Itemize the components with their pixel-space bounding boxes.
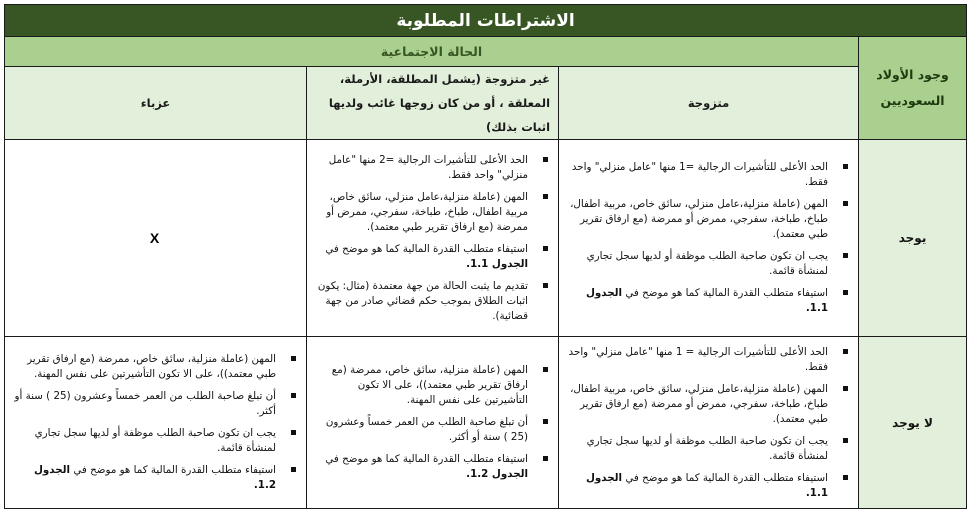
list-item: المهن (عاملة منزلية،عامل منزلي، سائق خاص، مربية اطفال، طباخ، طباخة، سفرجي، ممرض أو ممرضة (مع ارفاق تقرير طبي معتمد). (311, 190, 552, 235)
cell-unmarried-has-children (307, 140, 559, 337)
square-bullet-icon (543, 456, 548, 461)
list-item: استيفاء متطلب القدرة المالية كما هو موضح في الجدول 1.2. (311, 452, 552, 482)
square-bullet-icon (843, 253, 848, 258)
table-row-has-children (5, 140, 967, 337)
square-bullet-icon (843, 475, 848, 480)
list-item: استيفاء متطلب القدرة المالية كما هو موضح في الجدول 1.1. (563, 286, 852, 316)
square-bullet-icon (843, 201, 848, 206)
married-header: متزوجة (559, 67, 859, 140)
cell-single-has-children-not-applicable: X (5, 140, 307, 337)
cell-single-no-children (5, 337, 307, 509)
row-label-no-children: لا يوجد (859, 337, 967, 509)
list-item: يجب ان تكون صاحبة الطلب موظفة أو لديها سجل تجاري لمنشأة قائمة. (563, 249, 852, 279)
requirements-list (311, 363, 552, 482)
requirements-list (9, 352, 300, 493)
unmarried-header: غير متزوجة (يشمل المطلقة، الأرملة، المعلقة ، أو من كان زوجها غائب ولديها اثبات بذلك) (307, 67, 559, 140)
list-item: الحد الأعلى للتأشيرات الرجالية =2 منها "عامل منزلي" واحد فقط. (311, 153, 552, 183)
list-item: يجب ان تكون صاحبة الطلب موظفة أو لديها سجل تجاري لمنشأة قائمة. (9, 426, 300, 456)
list-item: يجب ان تكون صاحبة الطلب موظفة أو لديها سجل تجاري لمنشأة قائمة. (563, 434, 852, 464)
list-item: المهن (عاملة منزلية، سائق خاص، ممرضة (مع ارفاق تقرير طبي معتمد))، على الا تكون التأشيرتين على نفس المهنة. (311, 363, 552, 408)
square-bullet-icon (843, 290, 848, 295)
square-bullet-icon (543, 283, 548, 288)
list-item: أن تبلغ صاحبة الطلب من العمر خمساً وعشرون (25 ) سنة أو أكثر. (311, 415, 552, 445)
requirements-list (563, 160, 852, 316)
requirements-table (4, 4, 967, 509)
list-item: الحد الأعلى للتأشيرات الرجالية = 1 منها "عامل منزلي" واحد فقط. (563, 345, 852, 375)
square-bullet-icon (291, 430, 296, 435)
square-bullet-icon (291, 356, 296, 361)
requirements-list (563, 345, 852, 501)
list-item: استيفاء متطلب القدرة المالية كما هو موضح في الجدول 1.2. (9, 463, 300, 493)
list-item: استيفاء متطلب القدرة المالية كما هو موضح في الجدول 1.1. (563, 471, 852, 501)
cell-married-no-children (559, 337, 859, 509)
square-bullet-icon (843, 164, 848, 169)
square-bullet-icon (291, 393, 296, 398)
list-item: الحد الأعلى للتأشيرات الرجالية =1 منها "عامل منزلي" واحد فقط. (563, 160, 852, 190)
list-item: استيفاء متطلب القدرة المالية كما هو موضح في الجدول 1.1. (311, 242, 552, 272)
square-bullet-icon (543, 419, 548, 424)
list-item: المهن (عاملة منزلية، سائق خاص، ممرضة (مع ارفاق تقرير طبي معتمد))، على الا تكون التأشيرتين على نفس المهنة. (9, 352, 300, 382)
cell-unmarried-no-children (307, 337, 559, 509)
row-label-has-children: يوجد (859, 140, 967, 337)
social-status-header: الحالة الاجتماعية (5, 37, 859, 67)
list-item: أن تبلغ صاحبة الطلب من العمر خمساً وعشرون (25 ) سنة أو أكثر. (9, 389, 300, 419)
list-item: تقديم ما يثبت الحالة من جهة معتمدة (مثال: يكون اثبات الطلاق بموجب حكم قضائي صادر من جهة قضائية). (311, 279, 552, 324)
children-column-header: وجود الأولاد السعوديين (859, 37, 967, 140)
square-bullet-icon (543, 367, 548, 372)
table-title: الاشتراطات المطلوبة (5, 5, 967, 37)
square-bullet-icon (843, 386, 848, 391)
requirements-list (311, 153, 552, 324)
square-bullet-icon (291, 467, 296, 472)
list-item: المهن (عاملة منزلية،عامل منزلي، سائق خاص، مربية اطفال، طباخ، طباخة، سفرجي، ممرض أو ممرضة (مع ارفاق تقرير طبي معتمد). (563, 197, 852, 242)
square-bullet-icon (543, 194, 548, 199)
square-bullet-icon (843, 438, 848, 443)
square-bullet-icon (543, 246, 548, 251)
cell-married-has-children (559, 140, 859, 337)
square-bullet-icon (843, 349, 848, 354)
requirements-table-wrapper (4, 4, 966, 509)
square-bullet-icon (543, 157, 548, 162)
list-item: المهن (عاملة منزلية،عامل منزلي، سائق خاص، مربية اطفال، طباخ، طباخة، سفرجي، ممرض أو ممرضة (مع ارفاق تقرير طبي معتمد). (563, 382, 852, 427)
table-row-no-children (5, 337, 967, 509)
single-header: عزباء (5, 67, 307, 140)
